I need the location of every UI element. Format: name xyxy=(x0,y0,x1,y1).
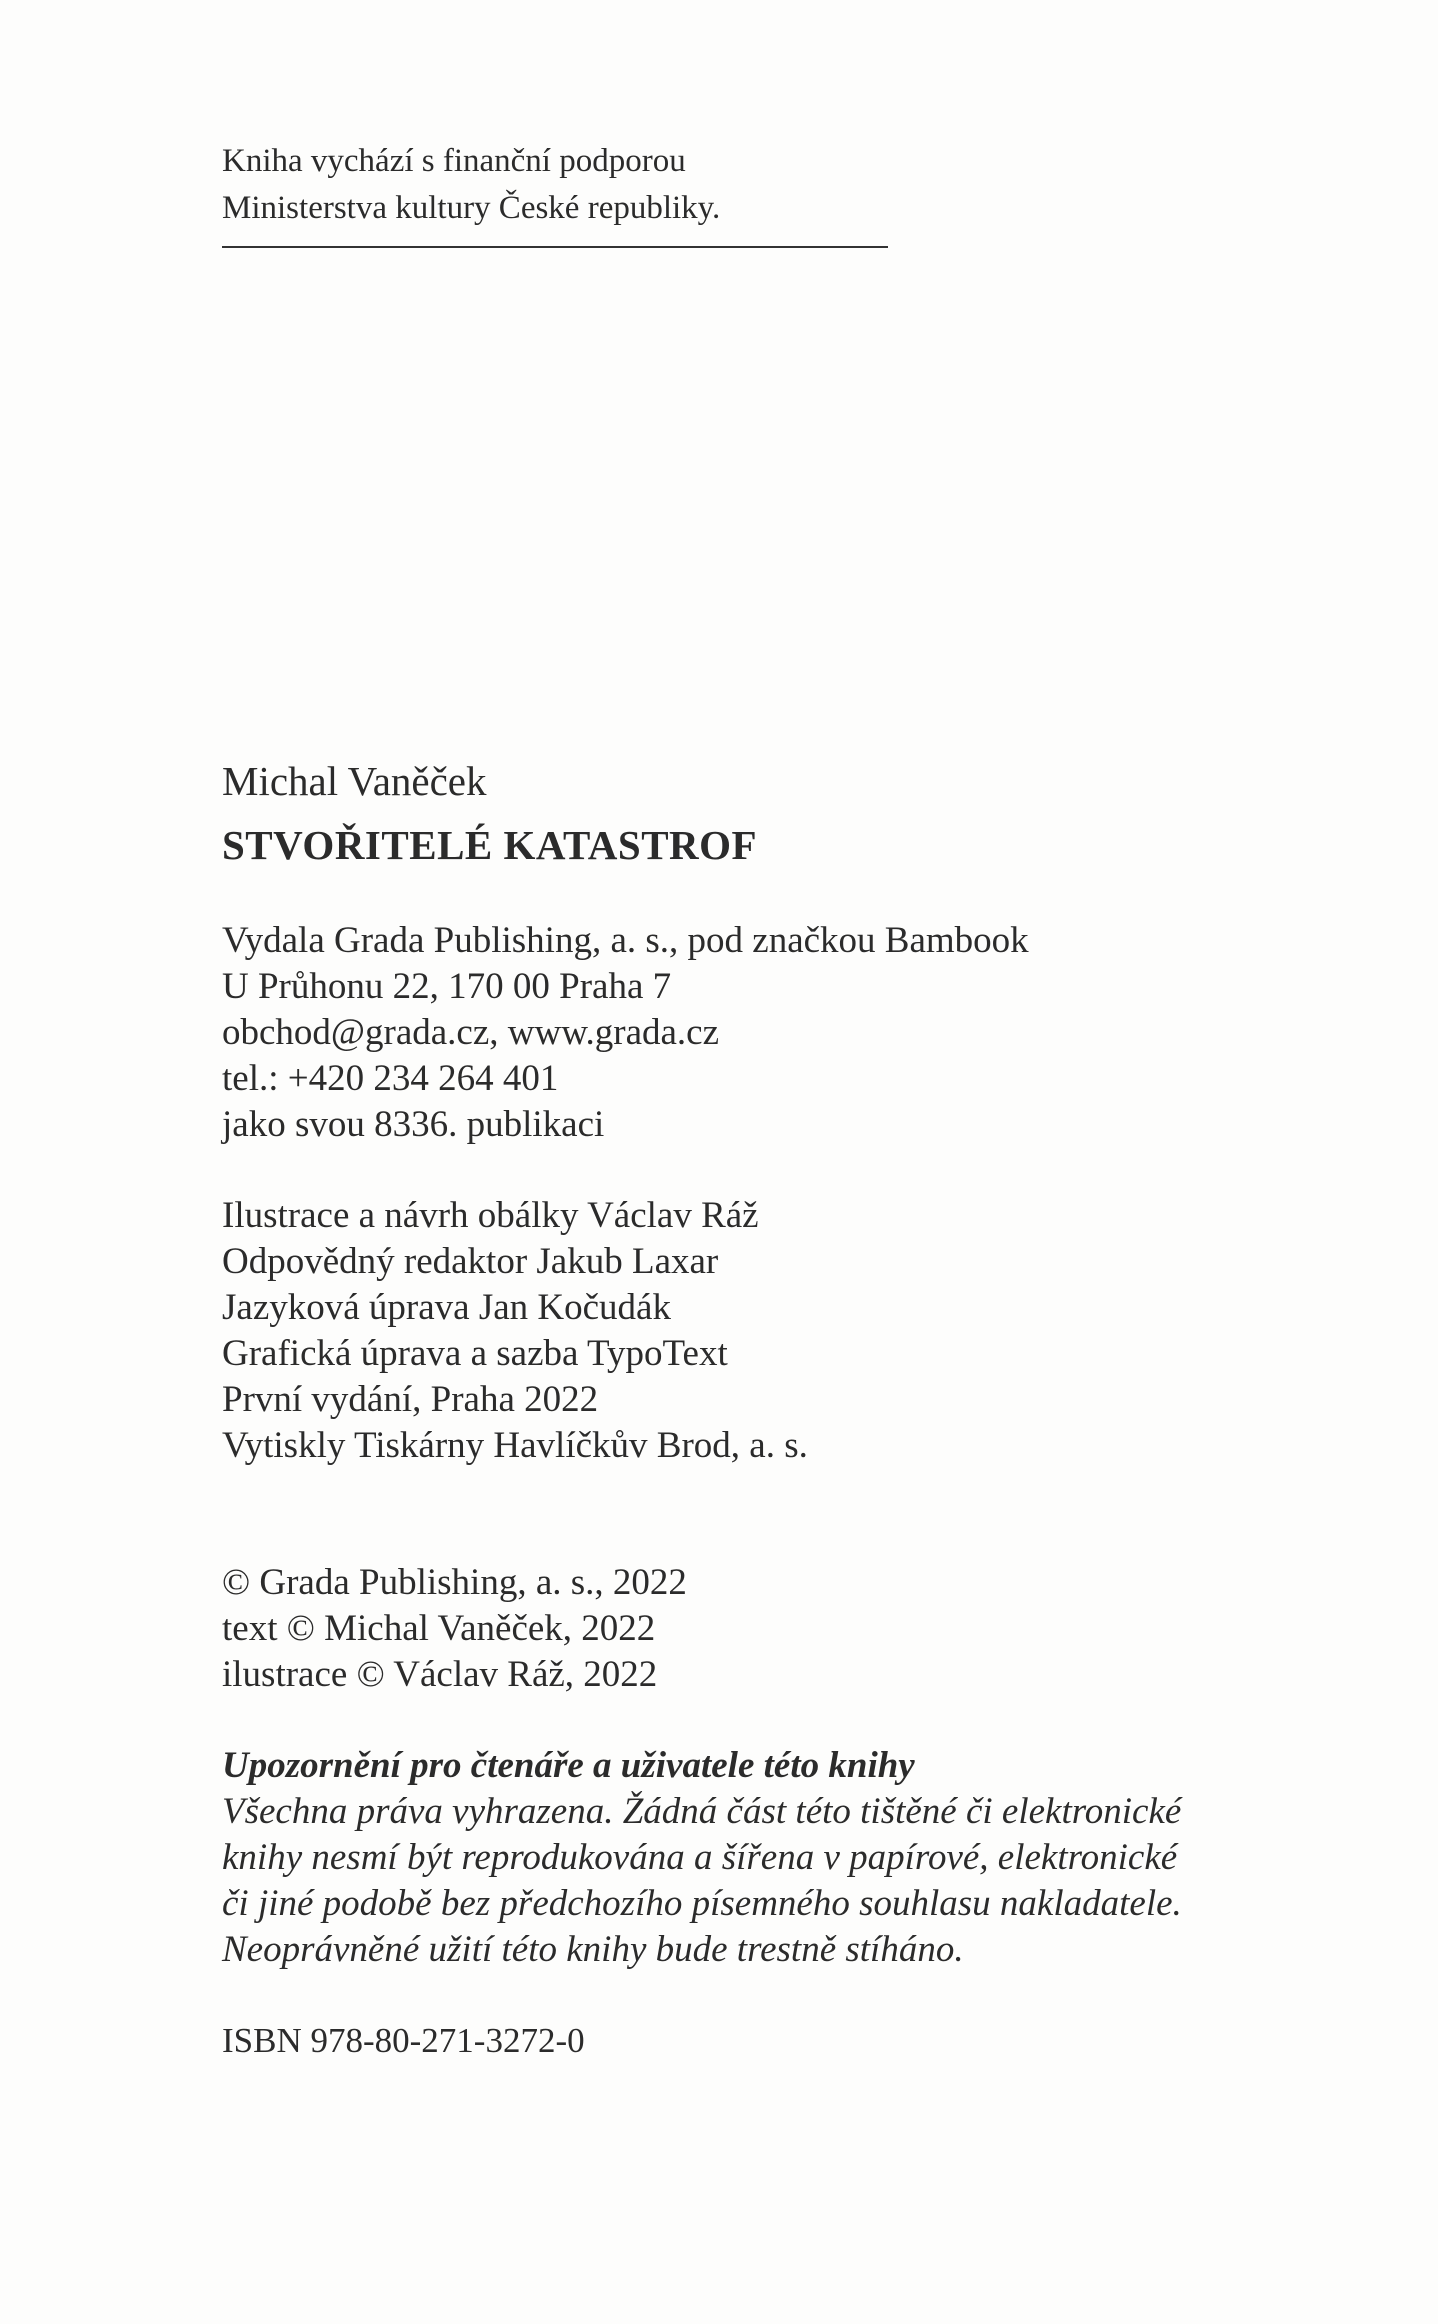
isbn: ISBN 978-80-271-3272-0 xyxy=(222,2021,585,2060)
publisher-line: Vydala Grada Publishing, a. s., pod značkou Bambook xyxy=(222,920,1029,961)
support-statement xyxy=(222,138,720,232)
publisher-info xyxy=(222,918,1029,1148)
copyright-line: ilustrace © Václav Ráž, 2022 xyxy=(222,1654,658,1695)
support-line: Ministerstva kultury České republiky. xyxy=(222,190,721,226)
publisher-phone: tel.: +420 234 264 401 xyxy=(222,1058,559,1099)
book-author: Michal Vaněček xyxy=(222,758,487,804)
printer-line: Vytiskly Tiskárny Havlíčkův Brod, a. s. xyxy=(222,1425,808,1466)
credit-line: Jazyková úprava Jan Kočudák xyxy=(222,1287,671,1328)
credits xyxy=(222,1193,808,1469)
rights-notice xyxy=(222,1743,1182,1973)
publisher-line: U Průhonu 22, 170 00 Praha 7 xyxy=(222,966,672,1007)
credit-line: Grafická úprava a sazba TypoText xyxy=(222,1333,728,1374)
publisher-contact: obchod@grada.cz, www.grada.cz xyxy=(222,1012,720,1053)
rights-notice-line: Neoprávněné užití této knihy bude trestně stíháno. xyxy=(222,1929,964,1970)
rights-notice-line: knihy nesmí být reprodukována a šířena v papírové, elektronické xyxy=(222,1837,1178,1878)
edition-line: První vydání, Praha 2022 xyxy=(222,1379,599,1420)
support-line: Kniha vychází s finanční podporou xyxy=(222,143,686,179)
credit-line: Odpovědný redaktor Jakub Laxar xyxy=(222,1241,719,1282)
rights-notice-heading: Upozornění pro čtenáře a uživatele této knihy xyxy=(222,1745,915,1786)
rights-notice-line: Všechna práva vyhrazena. Žádná část této tištěné či elektronické xyxy=(222,1791,1182,1832)
copyright-notice xyxy=(222,1560,687,1698)
support-divider xyxy=(222,246,888,248)
book-title: STVOŘITELÉ KATASTROF xyxy=(222,822,758,868)
rights-notice-line: či jiné podobě bez předchozího písemného souhlasu nakladatele. xyxy=(222,1883,1182,1924)
publisher-line: jako svou 8336. publikaci xyxy=(222,1104,605,1145)
copyright-line: © Grada Publishing, a. s., 2022 xyxy=(222,1562,687,1603)
credit-line: Ilustrace a návrh obálky Václav Ráž xyxy=(222,1195,759,1236)
copyright-line: text © Michal Vaněček, 2022 xyxy=(222,1608,656,1649)
